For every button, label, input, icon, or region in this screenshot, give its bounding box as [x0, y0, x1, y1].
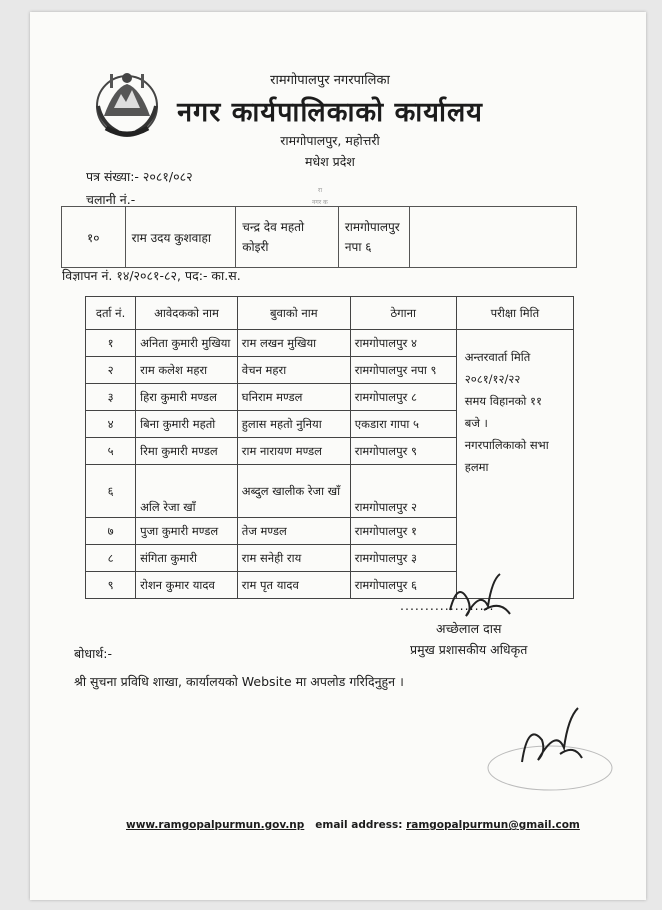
table-cell: तेज मण्डल	[237, 518, 350, 545]
column-header: परीक्षा मिति	[456, 297, 573, 330]
table-cell: रामगोपालपुर ४	[350, 330, 456, 357]
table-cell: १	[86, 330, 136, 357]
table-cell: रामगोपालपुर ८	[350, 384, 456, 411]
table-cell: अलि रेजा खाँ	[136, 465, 238, 518]
table-cell: रामगोपालपुर ६	[350, 572, 456, 599]
column-header: बुवाको नाम	[237, 297, 350, 330]
column-header: आवेदकको नाम	[136, 297, 238, 330]
table-cell: ७	[86, 518, 136, 545]
office-title: नगर कार्यपालिकाको कार्यालय	[177, 97, 483, 128]
signature-dots: ...................	[400, 598, 495, 613]
table-cell: ९	[86, 572, 136, 599]
table-cell: रोशन कुमार यादव	[136, 572, 238, 599]
table-row	[62, 207, 577, 268]
table-cell: पुजा कुमारी मण्डल	[136, 518, 238, 545]
vacancy-notice: विज्ञापन नं. १४/२०८१-८२, पद:- का.स.	[62, 268, 241, 283]
email-label: email address:	[315, 819, 403, 831]
previous-table-fragment	[61, 206, 577, 268]
table-cell: राम कलेश महरा	[136, 357, 238, 384]
table-cell: एकडारा गापा ५	[350, 411, 456, 438]
stamp-signature-icon	[470, 700, 620, 800]
column-header: दर्ता नं.	[86, 297, 136, 330]
table-cell: ५	[86, 438, 136, 465]
table-row	[86, 330, 574, 357]
table-cell: रामगोपालपुर ९	[350, 438, 456, 465]
table-cell: राम लखन मुखिया	[237, 330, 350, 357]
footer-contact	[126, 819, 580, 831]
municipality-name: रामगोपालपुर नगरपालिका	[270, 73, 390, 88]
table-header-row	[86, 297, 574, 330]
table-cell: संगिता कुमारी	[136, 545, 238, 572]
website-link[interactable]: www.ramgopalpurmun.gov.np	[126, 819, 305, 831]
exam-info-line: बजे ।	[464, 416, 488, 430]
table-cell: राम पृत यादव	[237, 572, 350, 599]
email-link[interactable]: ramgopalpurmun@gmail.com	[406, 819, 580, 831]
table-cell: रामगोपालपुर नपा ९	[350, 357, 456, 384]
table-cell: रामगोपालपुर नपा ६	[338, 207, 409, 268]
table-cell: १०	[62, 207, 126, 268]
table-cell: ४	[86, 411, 136, 438]
exam-info-line: २०८१/१२/२२	[464, 372, 521, 386]
faint-stamp: नगर क	[312, 199, 328, 206]
exam-info-line: अन्तरवार्ता मिति	[464, 350, 531, 364]
column-header: ठेगाना	[350, 297, 456, 330]
exam-info-line: हलमा	[464, 460, 489, 474]
table-cell	[409, 207, 576, 268]
table-cell: अनिता कुमारी मुखिया	[136, 330, 238, 357]
table-cell: चन्द्र देव महतो कोइरी	[236, 207, 339, 268]
table-cell: राम सनेही राय	[237, 545, 350, 572]
exam-info-line: समय विहानको ११	[464, 394, 543, 408]
exam-info-cell	[456, 330, 573, 599]
cc-text: श्री सुचना प्रविधि शाखा, कार्यालयको Website मा अपलोड गरिदिनुहुन ।	[74, 674, 404, 689]
letter-ref-no: पत्र संख्या:- २०८१/०८२	[86, 169, 193, 184]
table-cell: घनिराम मण्डल	[237, 384, 350, 411]
table-cell: ३	[86, 384, 136, 411]
table-cell: रामगोपालपुर १	[350, 518, 456, 545]
table-cell: ६	[86, 465, 136, 518]
table-cell: रिमा कुमारी मण्डल	[136, 438, 238, 465]
table-cell: रामगोपालपुर २	[350, 465, 456, 518]
table-cell: हिरा कुमारी मण्डल	[136, 384, 238, 411]
table-cell: वेचन महरा	[237, 357, 350, 384]
candidates-table	[85, 296, 574, 599]
table-cell: राम नारायण मण्डल	[237, 438, 350, 465]
signatory-name: अच्छेलाल दास	[436, 621, 502, 636]
faint-stamp: रा	[318, 187, 323, 194]
table-cell: अब्दुल खालीक रेजा खाँ	[237, 465, 350, 518]
table-cell: २	[86, 357, 136, 384]
cc-label: बोधार्थ:-	[74, 646, 113, 661]
exam-info-line: नगरपालिकाको सभा	[464, 438, 549, 452]
province-name: मधेश प्रदेश	[305, 154, 355, 169]
signatory-title: प्रमुख प्रशासकीय अधिकृत	[410, 642, 528, 657]
table-cell: ८	[86, 545, 136, 572]
table-cell: राम उदय कुशवाहा	[125, 207, 236, 268]
table-cell: बिना कुमारी महतो	[136, 411, 238, 438]
dispatch-no: चलानी नं.-	[86, 192, 136, 207]
table-cell: रामगोपालपुर ३	[350, 545, 456, 572]
table-cell: हुलास महतो नुनिया	[237, 411, 350, 438]
office-address: रामगोपालपुर, महोत्तरी	[280, 133, 380, 148]
